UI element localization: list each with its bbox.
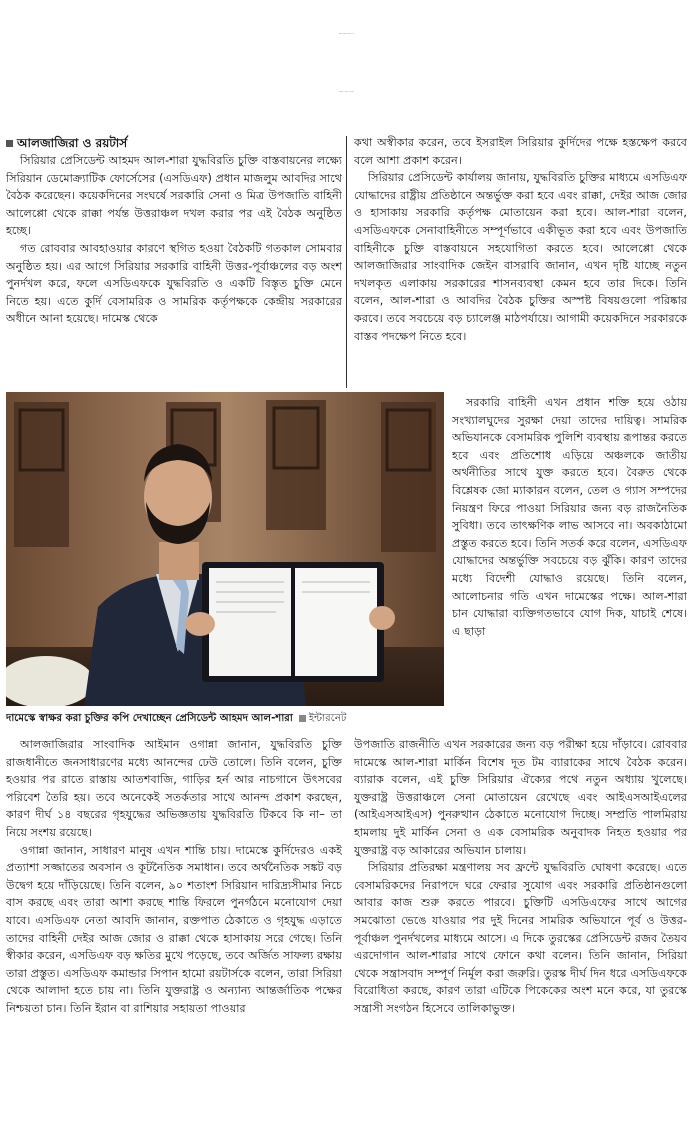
photo-caption [6,710,444,728]
headline-line-2: প্রেসিডেন্ট ও এসডিএফ নেতার বৈঠক [339,92,354,93]
paragraph: উপজাতি রাজনীতি এখন সরকারের জন্য বড় পরীক্ষা হয়ে দাঁড়াবে। রোববার দামেস্কে আল-শারা মার্কিন বিশেষ দূত টম ব্যারাকের সাথে বৈঠক করেন। ব্যারাক বলেন, এই চুক্তি সিরিয়ার ঐক্যের পথে নতুন অধ্যায় খুলেছে। যুক্তরাষ্ট্র উত্তরাঞ্চলে সেনা মোতায়েন রেখেছে এবং আইএসআইএলের (আইএসআইএস) পুনরুত্থান ঠেকাতে মনোযোগ দিচ্ছে। সম্প্রতি পালমিরায় হামলায় দুই মার্কিন সেনা ও এক বেসামরিক অনুবাদক নিহত হওয়ার পর যুক্তরাষ্ট্র বড় আকারের অভিযান চালায়। [354,738,687,857]
right-column-top [354,134,687,392]
right-column-mid [452,394,687,704]
headline [0,0,693,130]
paragraph: সিরিয়ার প্রেসিডেন্ট আহমদ আল-শারা যুদ্ধবিরতি চুক্তি বাস্তবায়নের লক্ষ্যে সিরিয়ান ডেমোক্র্যাটিক ফোর্সেসের (এসডিএফ) প্রধান মাজলুম আবদির সাথে বৈঠক করেছেন। কয়েকদিনের সংঘর্ষে সরকারি সেনা ও মিত্র উপজাতি বাহিনী আলেপ্পো থেকে রাক্কা পর্যন্ত উত্তরাঞ্চল দখল করার পর এই বৈঠক অনুষ্ঠিত হচ্ছে। [6,154,342,238]
source-text: আলজাজিরা ও রয়টার্স [17,136,128,150]
president-holding-document-image [6,392,444,706]
paragraph: গত রোববার আবহাওয়ার কারণে স্থগিত হওয়া বৈঠকটি গতকাল সোমবার অনুষ্ঠিত হয়। এর আগে সিরিয়ার সরকারি বাহিনী উত্তর-পূর্বাঞ্চলের বড় অংশ পুনর্দখল করে, ফলে এসডিএফকে যুদ্ধবিরতি ও একটি বিস্তৃত চুক্তি মেনে নিতে হয়। এতে কুর্দি বেসামরিক ও সামরিক কর্তৃপক্ষকে কেন্দ্রীয় সরকারের অধীনে আনা হয়েছে। দামেস্ক থেকে [6,241,342,326]
paragraph: কথা অস্বীকার করেন, তবে ইসরাইল সিরিয়ার কুর্দিদের পক্ষে হস্তক্ষেপ করবে বলে আশা প্রকাশ করেন। [354,136,687,167]
bullet-square-icon [6,140,13,147]
left-column-bottom [6,736,342,1122]
headline-line-1: সিরিয়ায় যুদ্ধবিরতি বাস্তবায়নের লক্ষ্যে [339,34,354,35]
left-column-top [6,134,342,388]
source-line [6,134,342,152]
right-column-bottom [354,736,687,1122]
paragraph: আলজাজিরার সাংবাদিক আইমান ওগান্না জানান, যুদ্ধবিরতি চুক্তি রাজধানীতে জনসাধারণের মধ্যে আনন্দের ঢেউ তোলে। তিনি বলেন, চুক্তি হওয়ার পর রাতে রাস্তায় আতশবাজি, গাড়ির হর্ন আর নাচগানে উৎসবের পরিবেশ তৈরি হয়। তবে অনেকেই সতর্কতার সাথে আনন্দ প্রকাশ করছেন, কারণ দীর্ঘ ১৪ বছরের গৃহযুদ্ধের অভিজ্ঞতায় যুদ্ধবিরতি টিকবে কি না– তা নিয়ে সংশয় রয়েছে। [6,738,342,839]
paragraph: সিরিয়ার প্রেসিডেন্ট কার্যালয় জানায়, যুদ্ধবিরতি চুক্তির মাধ্যমে এসডিএফ যোদ্ধাদের রাষ্ট্রীয় প্রতিষ্ঠানে অন্তর্ভুক্ত করা হবে এবং রাক্কা, দেইর আজ জোর ও হাসাকায় সরকারি কর্তৃপক্ষ মোতায়েন করা হবে। আল-শারা বলেন, এসডিএফকে সেনাবাহিনীতে সম্পূর্ণভাবে একীভূত করা হবে এবং উপজাতি বাহিনীকে চুক্তি বাস্তবায়নে সহযোগিতা করতে হবে। আলেপ্পো থেকে আলজাজিরার সাংবাদিক জেইন বাসরাবি জানান, এখন দৃষ্টি যাচ্ছে নতুন দখলকৃত এলাকায় সরকারের শাসনব্যবস্থা কেমন হবে তার দিকে। তিনি বলেন, আল-শারা ও আবদির বৈঠক চুক্তির অস্পষ্ট বিষয়গুলো পরিষ্কার করবে। তবে সবচেয়ে বড় চ্যালেঞ্জ মাঠপর্যায়ে। আগামী কয়েকদিনে সরকারকে বাস্তব পদক্ষেপ নিতে হবে। [354,171,687,343]
article-photo [6,392,444,706]
paragraph: সরকারি বাহিনী এখন প্রধান শক্তি হয়ে ওঠায় সংখ্যালঘুদের সুরক্ষা দেয়া তাদের দায়িত্ব। সামরিক অভিযানকে বেসামরিক পুলিশি ব্যবস্থায় রূপান্তর করতে হবে এবং প্রতিশোধ এড়িয়ে অঞ্চলকে জাতীয় অর্থনীতির সাথে যুক্ত করতে হবে। বৈরুত থেকে বিশ্লেষক জো ম্যাকারন বলেন, তেল ও গ্যাস সম্পদের নিয়ন্ত্রণ ফিরে পাওয়া সিরিয়ার জন্য বড় রাজনৈতিক সুবিধা। তবে তাৎক্ষণিক লাভ আসবে না। অবকাঠামো প্রস্তুত করতে হবে। তিনি সতর্ক করে বলেন, এসডিএফ যোদ্ধাদের অন্তর্ভুক্তি সবচেয়ে বড় ঝুঁকি। কারণ তাদের মধ্যে বিদেশী যোদ্ধাও রয়েছে। তিনি বলেন, আলোচনার গতি এখন দামেস্কের পক্ষে। আল-শারা চান যোদ্ধারা ব্যক্তিগতভাবে যোগ দিক, যাচাই শেষে। এ ছাড়া [452,396,687,638]
column-divider [346,136,347,388]
paragraph: ওগান্না জানান, সাধারণ মানুষ এখন শান্তি চায়। দামেস্কে কুর্দিদেরও একই প্রত্যাশা সজ্জাতের অবসান ও কূটনৈতিক সমাধান। তবে অর্থনৈতিক সঙ্কট বড় উদ্বেগ হয়ে দাঁড়িয়েছে। তিনি বলেন, ৯০ শতাংশ সিরিয়ান দারিদ্র্যসীমার নিচে বাস করছে এবং তারা আশা করছে শান্তি ফিরলে পুনর্গঠনে মনোযোগ দেয়া যাবে। এসডিএফ নেতা আবদি জানান, রক্তপাত ঠেকাতে ও গৃহযুদ্ধ এড়াতে তাদের বাহিনী দেইর আজ জোর ও রাক্কা থেকে হাসাকায় সরে গেছে। তিনি স্বীকার করেন, এসডিএফ বড় ক্ষতির মুখে পড়েছে, তবে অর্জিত সাফল্য রক্ষায় তারা প্রস্তুত। এসডিএফ কমান্ডার সিপান হামো রয়টার্সকে বলেন, তারা সিরিয়া থেকে আলাদা হতে চায় না। তিনি যুক্তরাষ্ট্র ও অন্যান্য আন্তর্জাতিক পক্ষের নিশ্চয়তা চান। তিনি ইরান বা রাশিয়ার সহায়তা পাওয়ার [6,843,342,1015]
caption-credit: ইন্টারনেট [308,713,347,724]
paragraph: সিরিয়ার প্রতিরক্ষা মন্ত্রণালয় সব ফ্রন্টে যুদ্ধবিরতি ঘোষণা করেছে। এতে বেসামরিকদের নিরাপদে ঘরে ফেরার সুযোগ এবং সরকারি প্রতিষ্ঠানগুলো আবার কাজ শুরু করতে পারবে। চুক্তিটি এসডিএফের সাথে আগের সমঝোতা ভেঙে যাওয়ার পর দুই দিনের সামরিক অভিযানে পূর্ব ও উত্তর-পূর্বাঞ্চল পুনর্দখলের মাধ্যমে আসে। এ দিকে তুরস্কের প্রেসিডেন্ট রজব তৈয়ব এরদোগান আল-শারার সাথে ফোনে কথা বলেন। তিনি জানান, সিরিয়া থেকে সন্ত্রাসবাদ সম্পূর্ণ নির্মূল করা জরুরি। তুরস্ক দীর্ঘ দিন ধরে এসডিএফকে বিরোধিতা করছে, কারণ তারা এটিকে পিকেকের অংশ মনে করে, যা তুরস্কে সন্ত্রাসী সংগঠন হিসেবে তালিকাভুক্ত। [354,861,687,1015]
credit-square-icon [299,715,306,722]
caption-text: দামেস্কে স্বাক্ষর করা চুক্তির কপি দেখাচ্ছেন প্রেসিডেন্ট আহমদ আল-শারা [6,713,293,724]
